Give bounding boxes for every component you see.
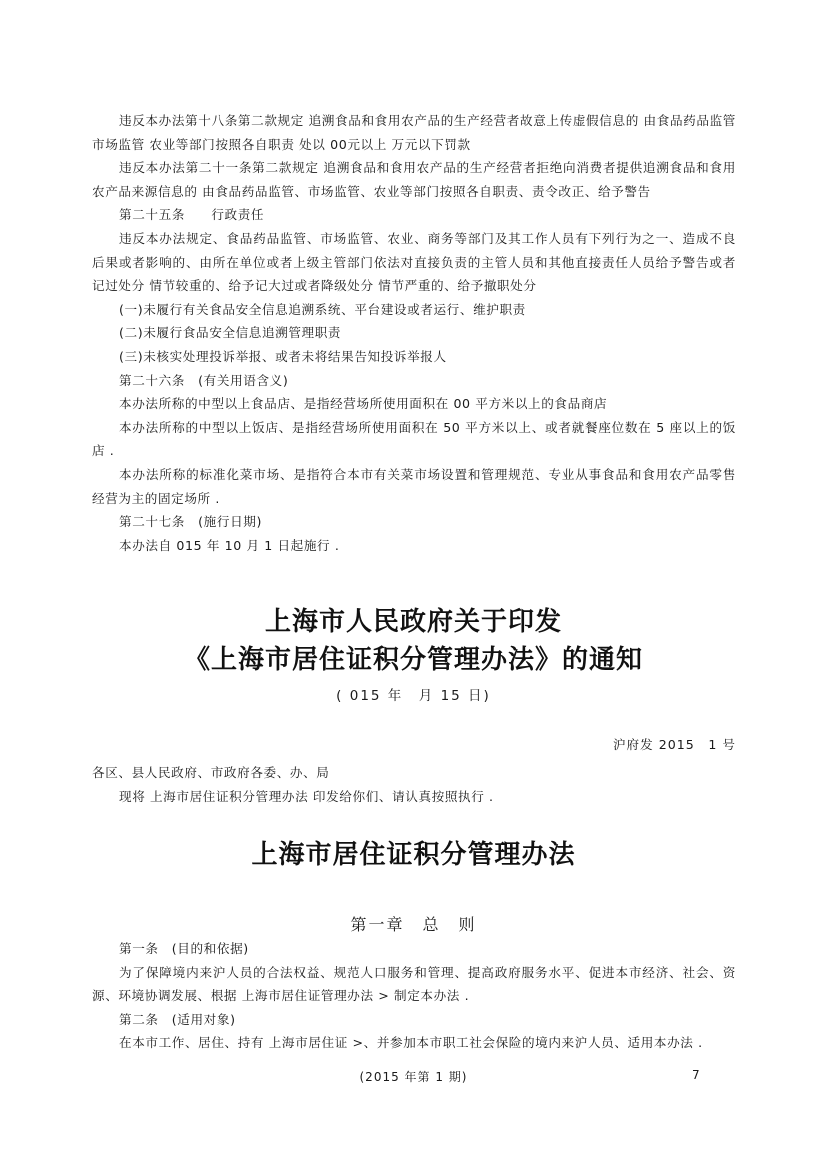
notice-date: ( 015 年 月 15 日) [336,688,491,704]
article-heading: 第二十六条 (有关用语含义) [119,372,289,388]
upper-section [92,109,736,557]
issue-label: (2015 年第 1 期) [359,1070,468,1084]
list-item: (二)未履行食品安全信息追溯管理职责 [119,325,342,341]
article-heading: 第一条 (目的和依据) [119,941,249,956]
notice-body [92,761,736,808]
list-item: (三)未核实处理投诉举报、或者未将结果告知投诉举报人 [119,348,447,364]
notice-title-line-2: 《上海市居住证积分管理办法》的通知 [183,645,643,675]
notice-title-line-1: 上海市人民政府关于印发 [264,607,562,637]
paragraph: 本办法所称的中型以上饭店、是指经营场所使用面积在 50 平方米以上、或者就餐座位数在 5 座以上的饭店 . [92,419,736,459]
article-heading: 第二十七条 (施行日期) [119,514,262,530]
paragraph: 违反本办法第二十一条第二款规定 追溯食品和食用农产品的生产经营者拒绝向消费者提供追溯食品和食用农产品来源信息的 由食品药品监管、市场监管、农业等部门按照各自职责、责令改正、给予警告 [92,160,736,199]
addressee: 各区、县人民政府、市政府各委、办、局 [92,765,330,780]
article-heading: 第二条 (适用对象) [119,1011,236,1027]
paragraph: 本办法自 015 年 10 月 1 日起施行 . [119,537,340,553]
paragraph: 本办法所称的中型以上食品店、是指经营场所使用面积在 00 平方米以上的食品商店 [119,396,608,412]
page-number: 7 [692,1068,700,1082]
paragraph: 为了保障境内来沪人员的合法权益、规范人口服务和管理、提高政府服务水平、促进本市经济、社会、资源、环境协调发展、根据 上海市居住证管理办法 > 制定本办法 . [92,964,736,1004]
paragraph: 本办法所称的标准化菜市场、是指符合本市有关菜市场设置和管理规范、专业从事食品和食用农产品零售经营为主的固定场所 . [92,466,736,506]
article-heading: 第二十五条 行政责任 [119,207,265,223]
notice-text: 现将 上海市居住证积分管理办法 印发给你们、请认真按照执行 . [119,788,494,804]
chapter-heading: 第一章 总 则 [350,915,477,934]
document-number: 沪府发 2015 1 号 [612,737,736,752]
paragraph: 在本市工作、居住、持有 上海市居住证 >、并参加本市职工社会保险的境内来沪人员、适用本办法 . [119,1035,703,1051]
measures-title: 上海市居住证积分管理办法 [251,840,576,870]
paragraph: 违反本办法规定、食品药品监管、市场监管、农业、商务等部门及其工作人员有下列行为之一、造成不良后果或者影响的、由所在单位或者上级主管部门依法对直接负责的主管人员和其他直接责任人员给予警告或者记过处分 情节较重的、给予记大过或者降级处分 情节严重的、给予撤职处分 [92,230,736,294]
measures-section [92,937,736,1055]
list-item: (一)未履行有关食品安全信息追溯系统、平台建设或者运行、维护职责 [119,301,526,317]
paragraph: 违反本办法第十八条第二款规定 追溯食品和食用农产品的生产经营者故意上传虚假信息的 由食品药品监管 市场监管 农业等部门按照各自职责 处以 00元以上 万元以下罚款 [92,113,736,152]
